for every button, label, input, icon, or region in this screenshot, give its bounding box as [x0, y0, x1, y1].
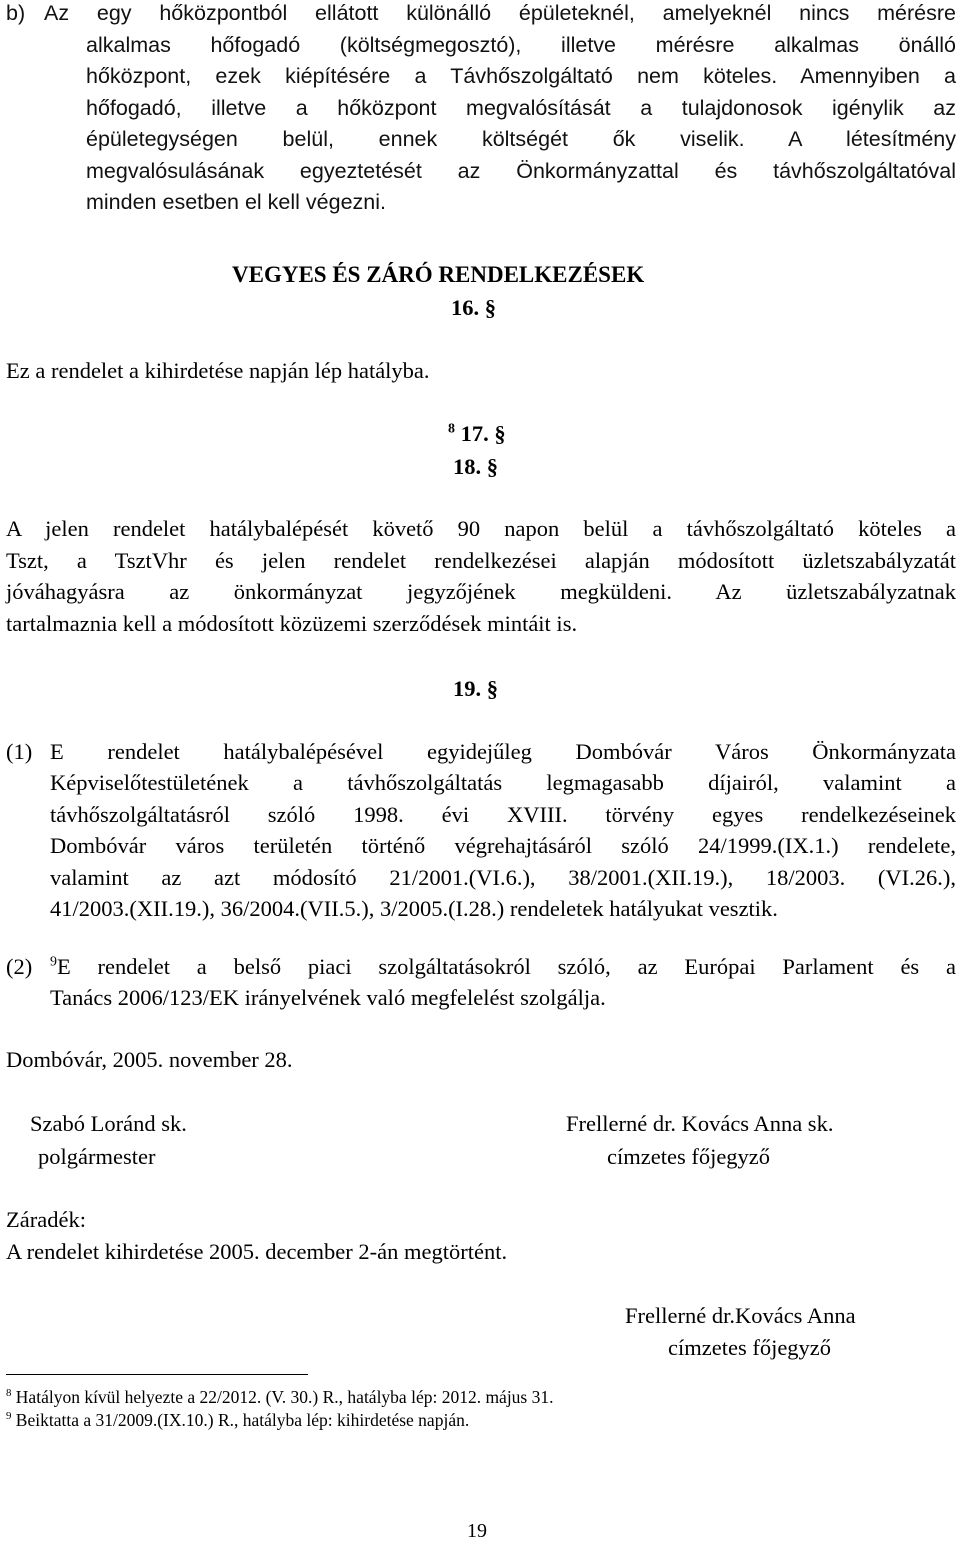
signature-left-title: polgármester [38, 1144, 156, 1169]
paragraph-2-line: E rendelet a belső piaci szolgáltatásokról szóló, az Európai Parlament és a [56, 954, 956, 979]
section-19-heading [453, 674, 498, 704]
zaradek-text: A rendelet kihirdetése 2005. december 2-án megtörtént. [6, 1239, 508, 1264]
paragraph-1-line: távhőszolgáltatásról szóló 1998. évi XVIII. törvény egyes rendelkezéseinek [50, 801, 956, 827]
paragraph-b-line: Az egy hőközpontból ellátott különálló épületeknél, amelyeknél nincs mérésre [44, 1, 956, 25]
place-date: Dombóvár, 2005. november 28. [6, 1047, 293, 1072]
section-18-number: 18. [453, 454, 482, 479]
signature-right-name: Frellerné dr. Kovács Anna sk. [566, 1111, 834, 1136]
section-18-heading [453, 452, 498, 482]
section-16-heading [451, 293, 496, 323]
paragraph-1-line: E rendelet hatálybalépésével egyidejűleg Dombóvár Város Önkormányzata [50, 739, 956, 764]
section-18-text [6, 513, 956, 639]
section-19-paragraph-2 [6, 951, 956, 1014]
section-16-number: 16. [451, 295, 480, 320]
signature-left-name: Szabó Loránd sk. [30, 1111, 187, 1136]
paragraph-b-line: minden esetben el kell végezni. [86, 190, 386, 214]
section-19-paragraph-1 [6, 736, 956, 924]
paragraph-b-line: épületegységen belül, ennek költségét ők viselik. A létesítmény [86, 127, 956, 151]
paragraph-b-label: b) [6, 1, 26, 25]
zaradek-label: Záradék: [6, 1207, 86, 1232]
paragraph-2-label: (2) [6, 954, 33, 979]
paragraph-b-line: hőfogadó, illetve a hőközpont megvalósítását a tulajdonosok igénylik az [86, 95, 956, 120]
signature-right-title: címzetes főjegyző [607, 1144, 771, 1169]
section-18-line: tartalmaznia kell a módosított közüzemi szerződések mintáit is. [6, 610, 578, 636]
footnote-ref-8[interactable]: 8 [448, 421, 455, 437]
footnote-8 [6, 1386, 554, 1408]
section-17-number: 17. [460, 421, 489, 446]
footnote-9 [6, 1409, 469, 1431]
footnote-separator [6, 1374, 308, 1375]
paragraph-b-line: alkalmas hőfogadó (költségmegosztó), illetve mérésre alkalmas önálló [86, 32, 956, 57]
page-number: 19 [467, 1520, 487, 1542]
paragraph-1-label: (1) [6, 739, 33, 764]
section-19-number: 19. [453, 676, 482, 701]
section-18-line: Tszt, a TsztVhr és jelen rendelet rendelkezései alapján módosított üzletszabályzatát [6, 547, 956, 573]
paragraph-1-line: Képviselőtestületének a távhőszolgáltatás legmagasabb díjairól, valamint a [50, 770, 956, 796]
paragraph-b [6, 0, 956, 219]
section-17-heading [448, 419, 506, 449]
paragraph-1-line: Dombóvár város területén történő végrehajtásáról szóló 24/1999.(IX.1.) rendelete, [50, 833, 956, 859]
paragraph-b-line: hőközpont, ezek kiépítésére a Távhőszolgáltató nem köteles. Amennyiben a [86, 64, 956, 88]
section-18-line: A jelen rendelet hatálybalépését követő 90 napon belül a távhőszolgáltató köteles a [6, 516, 956, 541]
section-18-line: jóváhagyásra az önkormányzat jegyzőjének megküldeni. Az üzletszabályzatnak [6, 579, 956, 605]
section-sign: § [494, 421, 506, 446]
section-title: VEGYES ÉS ZÁRÓ RENDELKEZÉSEK [232, 262, 645, 287]
section-sign: § [486, 454, 498, 479]
zaradek-signer-title: címzetes főjegyző [668, 1335, 832, 1360]
paragraph-1-line: valamint az azt módosító 21/2001.(VI.6.), 38/2001.(XII.19.), 18/2003. (VI.26.), [50, 864, 956, 890]
footnote-ref-9[interactable]: 9 [50, 954, 57, 970]
footnote-9-text: Beiktatta a 31/2009.(IX.10.) R., hatályba lép: kihirdetése napján. [15, 1410, 470, 1430]
footnote-8-text: Hatályon kívül helyezte a 22/2012. (V. 30.) R., hatályba lép: 2012. május 31. [15, 1387, 554, 1407]
section-sign: § [484, 295, 496, 320]
section-sign: § [486, 676, 498, 701]
footnote-8-ref: 8 [6, 1387, 12, 1400]
footnote-9-ref: 9 [6, 1410, 12, 1423]
section-16-text: Ez a rendelet a kihirdetése napján lép hatályba. [6, 358, 430, 383]
paragraph-1-line: 41/2003.(XII.19.), 36/2004.(VII.5.), 3/2005.(I.28.) rendeletek hatályukat vesztik. [50, 896, 778, 922]
zaradek-signer-name: Frellerné dr.Kovács Anna [625, 1303, 856, 1328]
paragraph-2-line: Tanács 2006/123/EK irányelvének való megfelelést szolgálja. [50, 985, 606, 1011]
paragraph-b-line: megvalósulásának egyeztetését az Önkormányzattal és távhőszolgáltatóval [86, 158, 956, 183]
